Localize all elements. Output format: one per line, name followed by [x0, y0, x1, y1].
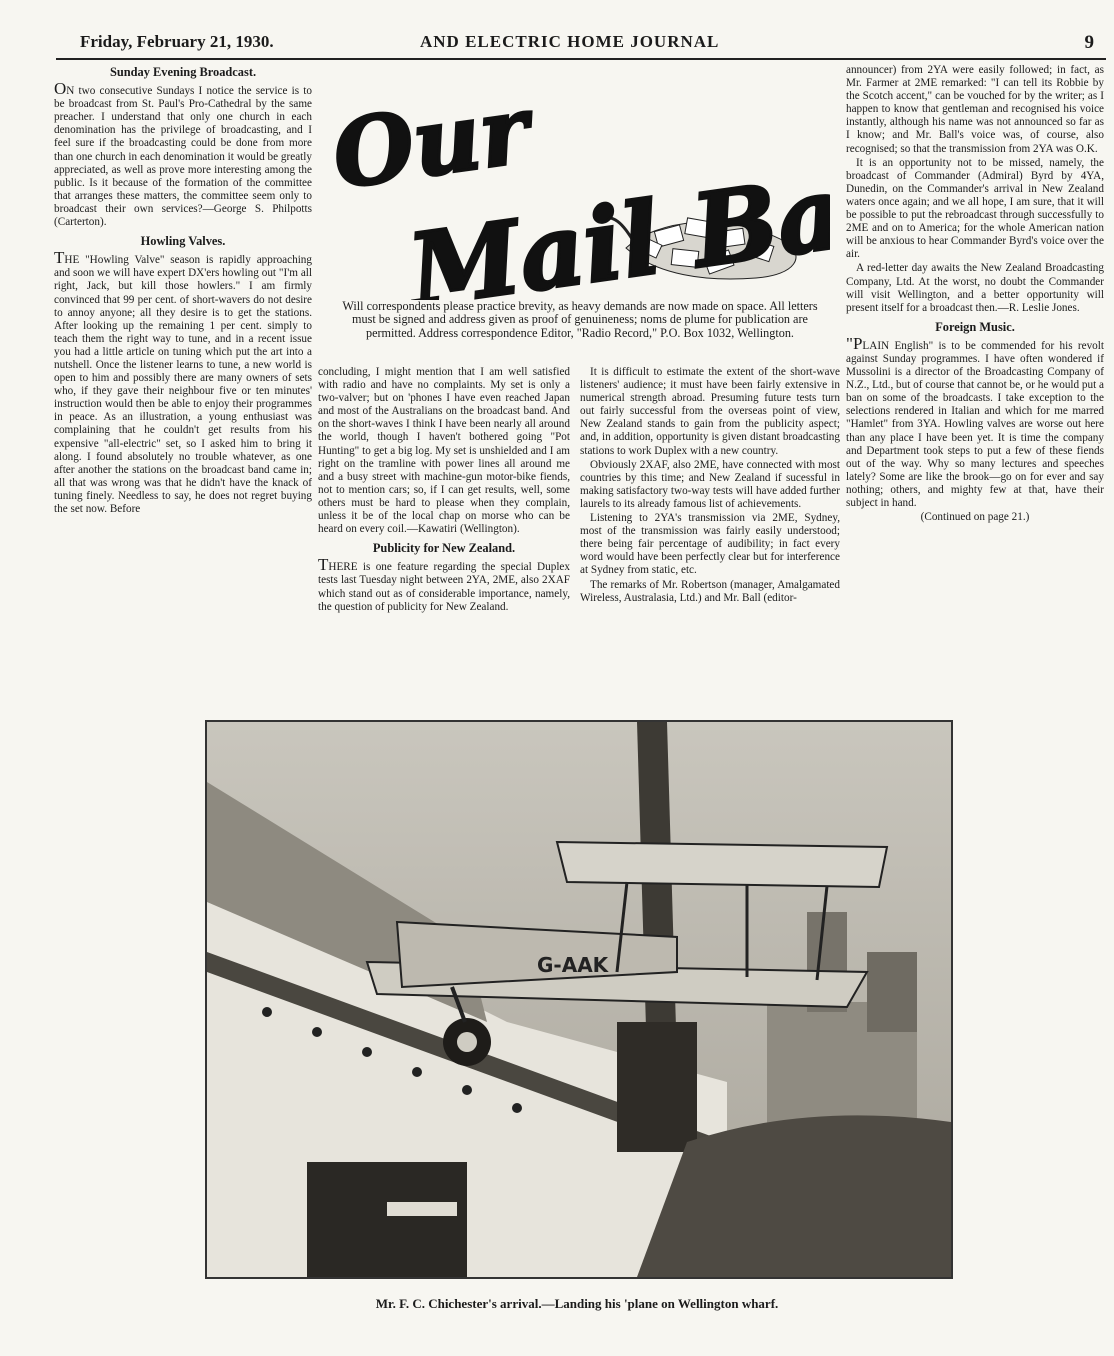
drop-cap: T [318, 555, 329, 575]
letter-publicity-para-5: The remarks of Mr. Robertson (manager, Amalgamated Wireless, Australasia, Ltd.) and Mr. Ball (editor- [580, 578, 840, 604]
page-number: 9 [1084, 32, 1094, 53]
page-header [56, 28, 1106, 60]
letter-howling-continued: concluding, I might mention that I am well satisfied with radio and have no complaints. My set is only a two-valver; but on 'phones I have even reached Japan and most of the Australians on the broadcast band. And on the short-waves I think I have been nearly all around the world, though I haven't bothered going "Pot Hunting" to get a big log. My set is unshielded and I am right on the tramline with power lines all around me and a busy street with machine-gun motor-bike fiends, not to mention cars; so, if I can get results, well, some others must be hard to please when they complain, unless it be of the local chap on morse who can be heard on every coil.—Kawatiri (Wellington). [318, 366, 570, 536]
letter-foreign-body: "PLAIN English" is to be commended for his revolt against Sunday programmes. I have often wondered if Mussolini is a director of the Broadcasting Company of N.Z., Ltd., but of course that cannot be, or he would put a ban on some of the broadcasts. I take exception to the selections rendered in Italian and which for me marred "Hamlet" from 3YA. Howling valves are worse out here than any place I have been yet. It is time the company and Department took steps to put a few of these fiends out of the way. Why so many lectures and speeches lately? Some are like the brook—go on for ever and say nothing; others, and mighty few at that, have their subject in hand. [846, 333, 1104, 509]
letter-howling-body: THE "Howling Valve" season is rapidly approaching and soon we will have expert DX'ers howling out "I'm all right, Jack, but kill those howlers." I am firmly convinced that 99 per cent. of short-wavers do not desire to annoy anyone; all they desire is to get the stations. After looking up the remaining 1 per cent. simply to teach them the right way to tune, and in a recent issue you had a little article on tuning which put the art into a nutshell. Once the listener learns to tune, a new world is open to him and possibly there are many owners of sets who, if they gave their neighbour five or ten minutes' instruction would then be able to enjoy their programmes in peace. As an illustration, a young enthusiast was complaining that he couldn't get results from his expensive "all-electric" set, so I asked him to bring it along. I found absolutely no trouble whatever, as one after another the stations on the broadcast band came in; all that was wrong was that he didn't have the knack of tuning finely. Needless to say, he does not regret buying the set now. Before [54, 248, 312, 515]
column-1 [54, 64, 312, 704]
letter-publicity-para-3: Obviously 2XAF, also 2ME, have connected with most countries by this time; and New Zealand if sucessful in making satisfactory two-way tests will have added further laurels to its already famous list of achievements. [580, 458, 840, 510]
drop-cap: O [54, 79, 67, 99]
letter-publicity-para-6: announcer) from 2YA were easily followed; in fact, as Mr. Farmer at 2ME remarked: "I can tell its Robbie by the Scotch accent," can be vouched for by the writer; as I happen to know that gentleman and recognised his voice instantly, although his name was not announced so far as I know; and Mr. Ball's voice was, of course, also recognised; so that the transmission from 2YA was O.K. [846, 64, 1104, 155]
column-2 [318, 366, 570, 706]
issue-date: Friday, February 21, 1930. [80, 32, 274, 51]
letter-publicity-para-8: A red-letter day awaits the New Zealand Broadcasting Company, Ltd. At the worst, no doubt the Commander will visit Wellington, and a better opportunity will present itself for a broadcast then.—R. Leslie Jones. [846, 262, 1104, 314]
editor-notice: Will correspondents please practice brevity, as heavy demands are now made on space. All letters must be signed and address given as proof of genuineness; noms de plume for publication are permitted. Address correspondence Editor, "Radio Record," P.O. Box 1032, Wellington. [342, 299, 818, 340]
mail-bag-logo [326, 70, 830, 300]
letter-publicity-para-7: It is an opportunity not to be missed, namely, the broadcast of Commander (Admiral) Byrd by 4YA, Dunedin, on the Commander's arrival in New Zealand waters once again; and we all hope, I am sure, that it will be possible to put the rebroadcast through successfully to 2ME and on to America; for the whole American nation will be anxious to hear Commander Byrd's voice over the air. [846, 156, 1104, 261]
column-3 [580, 366, 840, 706]
plane-registration: G-AAK [537, 953, 609, 977]
heading-publicity: Publicity for New Zealand. [372, 541, 516, 556]
wharf-photo-illustration [207, 722, 951, 1277]
letter-sunday-body: ON two consecutive Sundays I notice the service is to be broadcast from St. Paul's Pro-Cathedral by the same preacher. I understand that only one church in each denomination has the privilege of broadcasting, and I feel sure if the broadcasting could be done from more than one church in each denomination it would be greatly appreciated, as well as prove more interesting among the public. Is it because of the formation of the committee that arranges these matters, the committee seem only to broadcast their own services?—George S. Philpotts (Carterton). [54, 79, 312, 229]
drop-cap: "P [846, 333, 863, 353]
drop-cap: T [54, 248, 65, 268]
continued-note: (Continued on page 21.) [920, 511, 1030, 524]
heading-howling-valves: Howling Valves. [140, 234, 226, 249]
letter-publicity-para-2: It is difficult to estimate the extent of the short-wave listeners' audience; it must have been fairly extensive in numerical strength abroad. Presuming future tests turn out fairly successful from the overseas point of view, New Zealand stands to gain from the publicity aspect; and, in addition, opportunity is given distant broadcasting stations to work Duplex with a new country. [580, 366, 840, 457]
letter-publicity-intro: THERE is one feature regarding the special Duplex tests last Tuesday night between 2YA, 2ME, also 2XAF which stand out as of considerable importance, namely, the question of publicity for New Zealand. [318, 555, 570, 613]
journal-title: AND ELECTRIC HOME JOURNAL [420, 32, 720, 51]
column-4 [846, 64, 1104, 704]
letter-publicity-para-4: Listening to 2YA's transmission via 2ME, Sydney, most of the transmission was fairly easily understood; there being fair percentage of audibility; in fact every word would have been perfectly clear but for interference at Sydney from static, etc. [580, 512, 840, 577]
logo-word-our: Our [326, 75, 536, 210]
logo-word-mail-bag: Mail Bag [401, 143, 830, 300]
photo-caption: Mr. F. C. Chichester's arrival.—Landing his 'plane on Wellington wharf. [375, 1296, 779, 1311]
heading-sunday-broadcast: Sunday Evening Broadcast. [109, 65, 257, 79]
heading-foreign-music: Foreign Music. [935, 319, 1015, 334]
photo-plane-landing [205, 720, 953, 1279]
